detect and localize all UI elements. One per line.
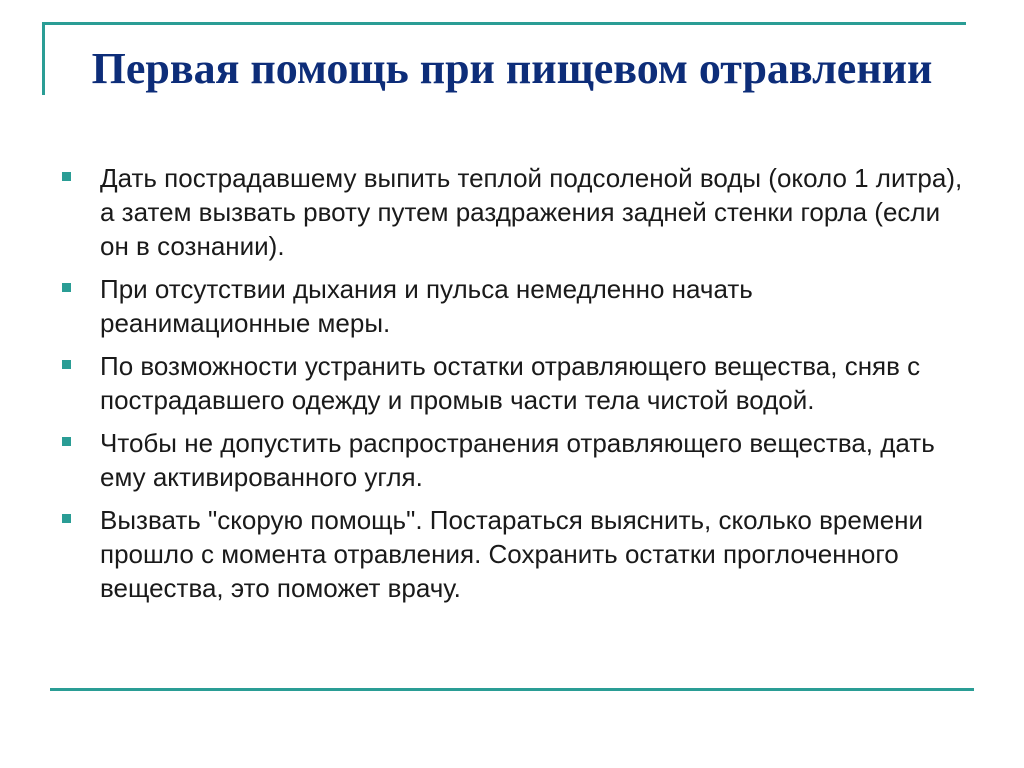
bullet-item bbox=[60, 426, 965, 494]
square-bullet-icon bbox=[62, 283, 71, 292]
frame-top-line bbox=[42, 22, 966, 25]
bullet-item bbox=[60, 161, 965, 263]
bullet-text: Дать пострадавшему выпить теплой подсоленой воды (около 1 литра), а затем вызвать рвоту путем раздражения задней стенки горла (если он в сознании). bbox=[100, 163, 963, 261]
frame-left-line bbox=[42, 22, 45, 95]
bullet-list bbox=[60, 161, 965, 614]
bullet-text: По возможности устранить остатки отравляющего вещества, сняв с пострадавшего одежду и промыв части тела чистой водой. bbox=[100, 351, 921, 415]
bullet-item bbox=[60, 272, 965, 340]
square-bullet-icon bbox=[62, 514, 71, 523]
bullet-text: При отсутствии дыхания и пульса немедленно начать реанимационные меры. bbox=[100, 274, 753, 338]
bullet-text: Чтобы не допустить распространения отравляющего вещества, дать ему активированного угля. bbox=[100, 428, 935, 492]
bullet-text: Вызвать "скорую помощь". Постараться выяснить, сколько времени прошло с момента отравления. Сохранить остатки проглоченного вещества, это поможет врачу. bbox=[100, 505, 924, 603]
bullet-item bbox=[60, 503, 965, 605]
square-bullet-icon bbox=[62, 360, 71, 369]
slide-title: Первая помощь при пищевом отравлении bbox=[91, 44, 933, 93]
bullet-item bbox=[60, 349, 965, 417]
square-bullet-icon bbox=[62, 437, 71, 446]
frame-bottom-line bbox=[50, 688, 974, 691]
square-bullet-icon bbox=[62, 172, 71, 181]
